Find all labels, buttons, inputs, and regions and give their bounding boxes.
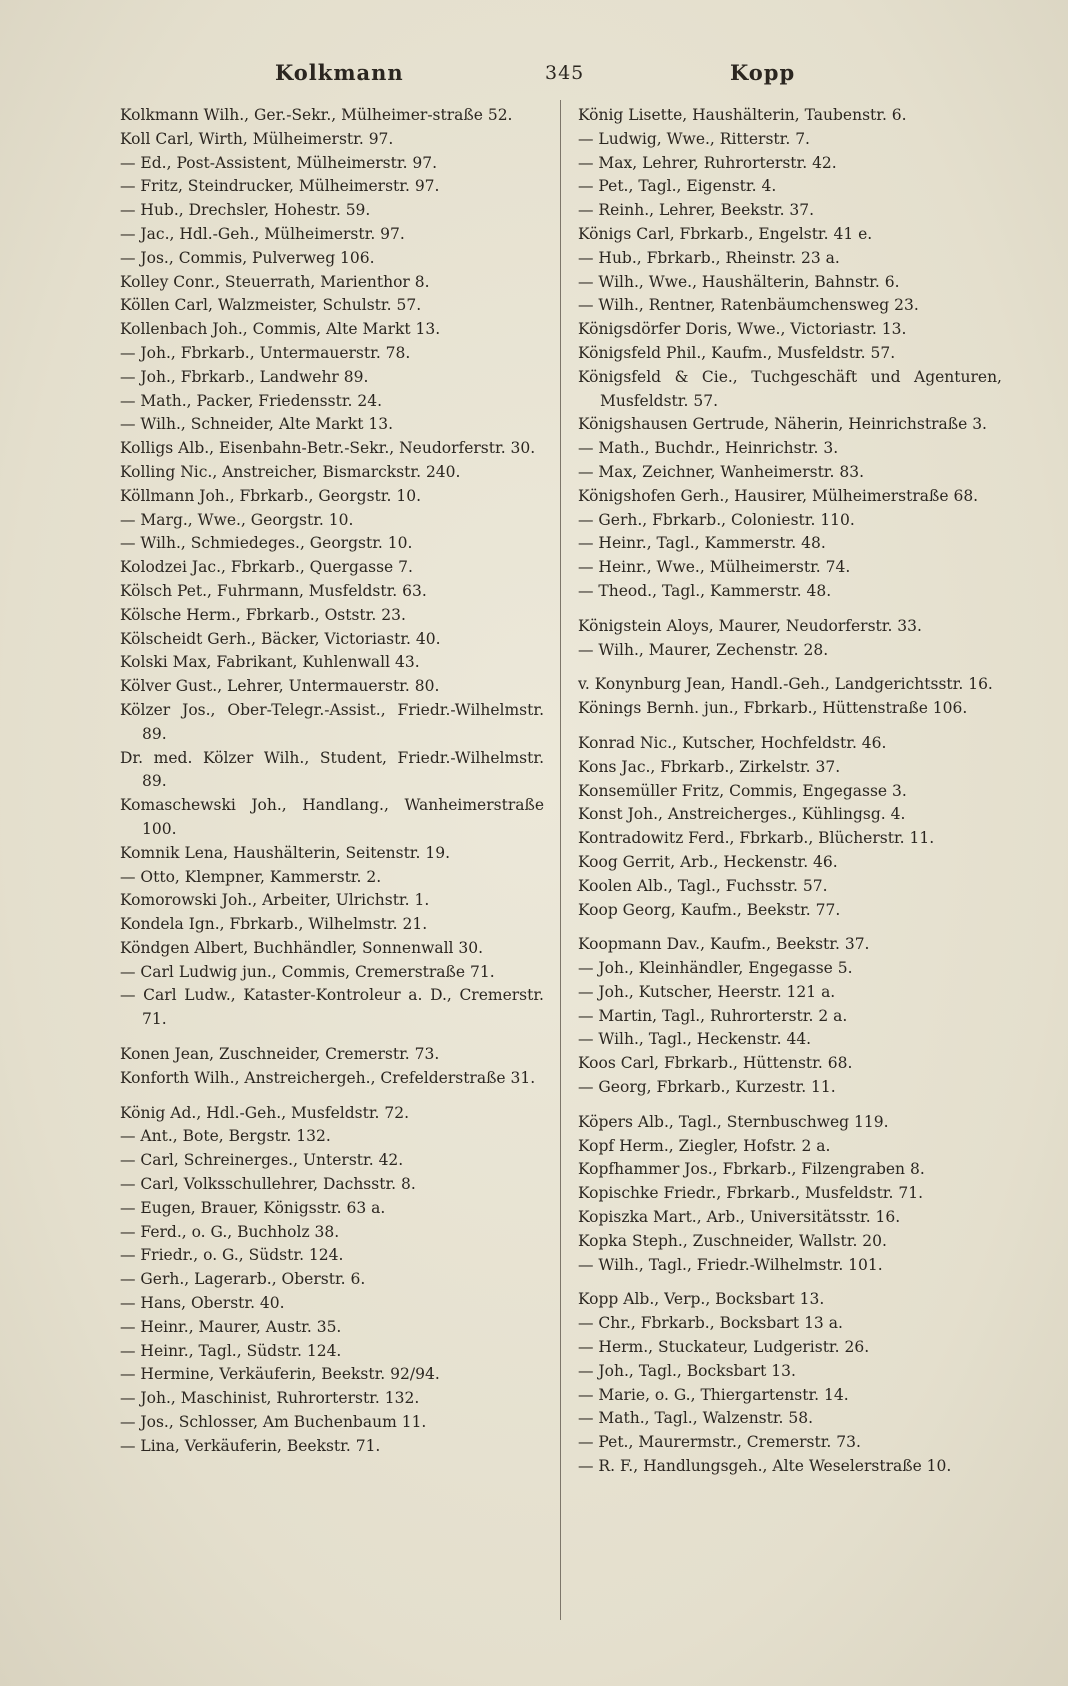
directory-entry: Komaschewski Joh., Handlang., Wanheimerstraße 100. <box>120 796 544 838</box>
directory-entry: — Ferd., o. G., Buchholz 38. <box>120 1222 340 1241</box>
directory-entry: — Heinr., Tagl., Südstr. 124. <box>120 1341 342 1360</box>
directory-entry: Koos Carl, Fbrkarb., Hüttenstr. 68. <box>578 1054 853 1073</box>
directory-entry: — Hub., Fbrkarb., Rheinstr. 23 a. <box>578 248 840 267</box>
directory-entry: — Heinr., Wwe., Mülheimerstr. 74. <box>578 558 851 577</box>
directory-entry: — Joh., Tagl., Bocksbart 13. <box>578 1361 796 1380</box>
directory-entry: Kolley Conr., Steuerrath, Marienthor 8. <box>120 272 430 291</box>
directory-entry: — Joh., Maschinist, Ruhrorterstr. 132. <box>120 1389 420 1408</box>
directory-entry: — Lina, Verkäuferin, Beekstr. 71. <box>120 1436 381 1455</box>
directory-entry: Kollenbach Joh., Commis, Alte Markt 13. <box>120 320 441 339</box>
directory-entry: — Wilh., Schneider, Alte Markt 13. <box>120 415 394 434</box>
directory-entry: — Gerh., Lagerarb., Oberstr. 6. <box>120 1270 366 1289</box>
directory-entry: — Joh., Fbrkarb., Landwehr 89. <box>120 367 369 386</box>
directory-entry: — R. F., Handlungsgeh., Alte Weselerstraße 10. <box>578 1457 952 1476</box>
directory-entry: v. Konynburg Jean, Handl.-Geh., Landgerichtsstr. 16. <box>578 675 993 694</box>
directory-entry: Kopfhammer Jos., Fbrkarb., Filzengraben 8. <box>578 1160 925 1179</box>
directory-entry: — Carl, Volksschullehrer, Dachsstr. 8. <box>120 1175 416 1194</box>
directory-entry: — Max, Zeichner, Wanheimerstr. 83. <box>578 462 865 481</box>
directory-entry: — Georg, Fbrkarb., Kurzestr. 11. <box>578 1078 836 1097</box>
directory-entry: Kondela Ign., Fbrkarb., Wilhelmstr. 21. <box>120 915 428 934</box>
page-header <box>120 60 1000 94</box>
directory-entry: Konforth Wilh., Anstreichergeh., Crefelderstraße 31. <box>120 1068 536 1087</box>
directory-entry: — Ludwig, Wwe., Ritterstr. 7. <box>578 129 810 148</box>
directory-entry: — Pet., Tagl., Eigenstr. 4. <box>578 177 777 196</box>
directory-entry: Kopischke Friedr., Fbrkarb., Musfeldstr. 71. <box>578 1184 924 1203</box>
directory-entry: — Fritz, Steindrucker, Mülheimerstr. 97. <box>120 177 440 196</box>
directory-entry: — Math., Buchdr., Heinrichstr. 3. <box>578 439 839 458</box>
directory-entry: — Ed., Post-Assistent, Mülheimerstr. 97. <box>120 153 438 172</box>
directory-entry: — Max, Lehrer, Ruhrorterstr. 42. <box>578 153 837 172</box>
directory-entry: — Heinr., Tagl., Kammerstr. 48. <box>578 534 826 553</box>
directory-entry: Koop Georg, Kaufm., Beekstr. 77. <box>578 900 841 919</box>
directory-entry: Komnik Lena, Haushälterin, Seitenstr. 19. <box>120 843 451 862</box>
directory-entry: Komorowski Joh., Arbeiter, Ulrichstr. 1. <box>120 891 430 910</box>
directory-entry: Königsfeld Phil., Kaufm., Musfeldstr. 57. <box>578 343 896 362</box>
directory-entry: Köllen Carl, Walzmeister, Schulstr. 57. <box>120 296 422 315</box>
directory-entry: — Marg., Wwe., Georgstr. 10. <box>120 510 354 529</box>
directory-entry: Kolski Max, Fabrikant, Kuhlenwall 43. <box>120 653 420 672</box>
directory-entry: — Chr., Fbrkarb., Bocksbart 13 a. <box>578 1314 843 1333</box>
directory-entry: — Math., Tagl., Walzenstr. 58. <box>578 1409 814 1428</box>
directory-entry: — Ant., Bote, Bergstr. 132. <box>120 1127 331 1146</box>
directory-entry: Köllmann Joh., Fbrkarb., Georgstr. 10. <box>120 486 421 505</box>
directory-entry: — Hans, Oberstr. 40. <box>120 1294 285 1313</box>
directory-entry: — Carl, Schreinerges., Unterstr. 42. <box>120 1151 404 1170</box>
directory-entry: Kopp Alb., Verp., Bocksbart 13. <box>578 1290 825 1309</box>
directory-entry: Königshofen Gerh., Hausirer, Mülheimerstraße 68. <box>578 486 979 505</box>
directory-entry: — Jos., Commis, Pulverweg 106. <box>120 248 375 267</box>
directory-entry: Kölsche Herm., Fbrkarb., Oststr. 23. <box>120 605 406 624</box>
directory-entry: — Carl Ludw., Kataster-Kontroleur a. D., Cremerstr. 71. <box>120 986 544 1029</box>
directory-entry: — Pet., Maurermstr., Cremerstr. 73. <box>578 1433 861 1452</box>
directory-entry: Königstein Aloys, Maurer, Neudorferstr. 33. <box>578 616 922 635</box>
directory-entry: — Friedr., o. G., Südstr. 124. <box>120 1246 344 1265</box>
directory-entry: Kopiszka Mart., Arb., Universitätsstr. 16. <box>578 1208 901 1227</box>
directory-entry: — Wilh., Maurer, Zechenstr. 28. <box>578 640 829 659</box>
directory-entry: — Jac., Hdl.-Geh., Mülheimerstr. 97. <box>120 224 405 243</box>
directory-entry: Königsdörfer Doris, Wwe., Victoriastr. 13. <box>578 320 907 339</box>
directory-entry: Kolkmann Wilh., Ger.-Sekr., Mülheimer-straße 52. <box>120 106 513 124</box>
directory-entry: Konsemüller Fritz, Commis, Engegasse 3. <box>578 781 907 800</box>
directory-entry: Koll Carl, Wirth, Mülheimerstr. 97. <box>120 129 394 148</box>
directory-entry: Konrad Nic., Kutscher, Hochfeldstr. 46. <box>578 733 887 752</box>
directory-entry: Koolen Alb., Tagl., Fuchsstr. 57. <box>578 876 828 895</box>
directory-entry: Kölzer Jos., Ober-Telegr.-Assist., Friedr.-Wilhelmstr. 89. <box>120 700 544 743</box>
directory-entry: — Otto, Klempner, Kammerstr. 2. <box>120 867 382 886</box>
left-column <box>120 104 544 1459</box>
directory-entry: Kölscheidt Gerh., Bäcker, Victoriastr. 40. <box>120 629 441 648</box>
directory-entry: — Reinh., Lehrer, Beekstr. 37. <box>578 201 815 220</box>
directory-entry: — Jos., Schlosser, Am Buchenbaum 11. <box>120 1413 427 1432</box>
directory-entry: — Wilh., Rentner, Ratenbäumchensweg 23. <box>578 296 919 315</box>
directory-entry: Kölver Gust., Lehrer, Untermauerstr. 80. <box>120 677 440 696</box>
directory-entry: — Wilh., Tagl., Heckenstr. 44. <box>578 1030 812 1049</box>
directory-entry: — Math., Packer, Friedensstr. 24. <box>120 391 383 410</box>
directory-entry: — Heinr., Maurer, Austr. 35. <box>120 1317 342 1336</box>
directory-entry: — Wilh., Wwe., Haushälterin, Bahnstr. 6. <box>578 272 900 291</box>
directory-entry: Kopka Steph., Zuschneider, Wallstr. 20. <box>578 1231 887 1250</box>
directory-entry: Kopf Herm., Ziegler, Hofstr. 2 a. <box>578 1136 831 1155</box>
directory-entry: König Lisette, Haushälterin, Taubenstr. 6. <box>578 106 907 124</box>
directory-entry: Dr. med. Kölzer Wilh., Student, Friedr.-Wilhelmstr. 89. <box>120 748 544 791</box>
directory-entry: — Herm., Stuckateur, Ludgeristr. 26. <box>578 1338 870 1357</box>
directory-entry: Kons Jac., Fbrkarb., Zirkelstr. 37. <box>578 757 841 776</box>
directory-entry: Kolligs Alb., Eisenbahn-Betr.-Sekr., Neudorferstr. 30. <box>120 439 536 458</box>
directory-entry: Königshausen Gertrude, Näherin, Heinrichstraße 3. <box>578 415 987 434</box>
directory-entry: Koog Gerrit, Arb., Heckenstr. 46. <box>578 852 838 871</box>
directory-entry: — Eugen, Brauer, Königsstr. 63 a. <box>120 1198 386 1217</box>
directory-entry: — Gerh., Fbrkarb., Coloniestr. 110. <box>578 510 855 529</box>
directory-entry: — Wilh., Tagl., Friedr.-Wilhelmstr. 101. <box>578 1255 883 1274</box>
directory-entry: Königsfeld & Cie., Tuchgeschäft und Agenturen, Musfeldstr. 57. <box>578 367 1002 410</box>
directory-entry: Kölsch Pet., Fuhrmann, Musfeldstr. 63. <box>120 581 427 600</box>
page-number: 345 <box>545 62 585 84</box>
directory-entry: — Theod., Tagl., Kammerstr. 48. <box>578 581 832 600</box>
directory-entry: — Wilh., Schmiedeges., Georgstr. 10. <box>120 534 413 553</box>
directory-entry: Köpers Alb., Tagl., Sternbuschweg 119. <box>578 1112 889 1131</box>
directory-entry: Köndgen Albert, Buchhändler, Sonnenwall 30. <box>120 938 484 957</box>
directory-entry: — Joh., Fbrkarb., Untermauerstr. 78. <box>120 343 411 362</box>
directory-entry: — Hermine, Verkäuferin, Beekstr. 92/94. <box>120 1365 440 1384</box>
directory-entry: — Joh., Kleinhändler, Engegasse 5. <box>578 959 853 978</box>
column-divider <box>560 100 561 1620</box>
directory-entry: Könings Bernh. jun., Fbrkarb., Hüttenstraße 106. <box>578 699 968 718</box>
right-column <box>578 104 1002 1479</box>
directory-entry: — Martin, Tagl., Ruhrorterstr. 2 a. <box>578 1006 848 1025</box>
directory-entry: — Marie, o. G., Thiergartenstr. 14. <box>578 1385 849 1404</box>
header-left-keyword: Kolkmann <box>275 60 404 85</box>
directory-entry: Kolling Nic., Anstreicher, Bismarckstr. 240. <box>120 462 461 481</box>
directory-entry: — Carl Ludwig jun., Commis, Cremerstraße 71. <box>120 962 495 981</box>
directory-entry: König Ad., Hdl.-Geh., Musfeldstr. 72. <box>120 1103 410 1122</box>
directory-entry: Konst Joh., Anstreicherges., Kühlingsg. 4. <box>578 805 906 824</box>
directory-entry: Kontradowitz Ferd., Fbrkarb., Blücherstr. 11. <box>578 829 935 848</box>
directory-entry: — Hub., Drechsler, Hohestr. 59. <box>120 201 371 220</box>
directory-entry: Koopmann Dav., Kaufm., Beekstr. 37. <box>578 935 870 954</box>
header-right-keyword: Kopp <box>730 60 796 85</box>
directory-entry: — Joh., Kutscher, Heerstr. 121 a. <box>578 982 836 1001</box>
directory-entry: Kolodzei Jac., Fbrkarb., Quergasse 7. <box>120 558 413 577</box>
directory-entry: Königs Carl, Fbrkarb., Engelstr. 41 e. <box>578 224 873 243</box>
directory-entry: Konen Jean, Zuschneider, Cremerstr. 73. <box>120 1045 440 1064</box>
